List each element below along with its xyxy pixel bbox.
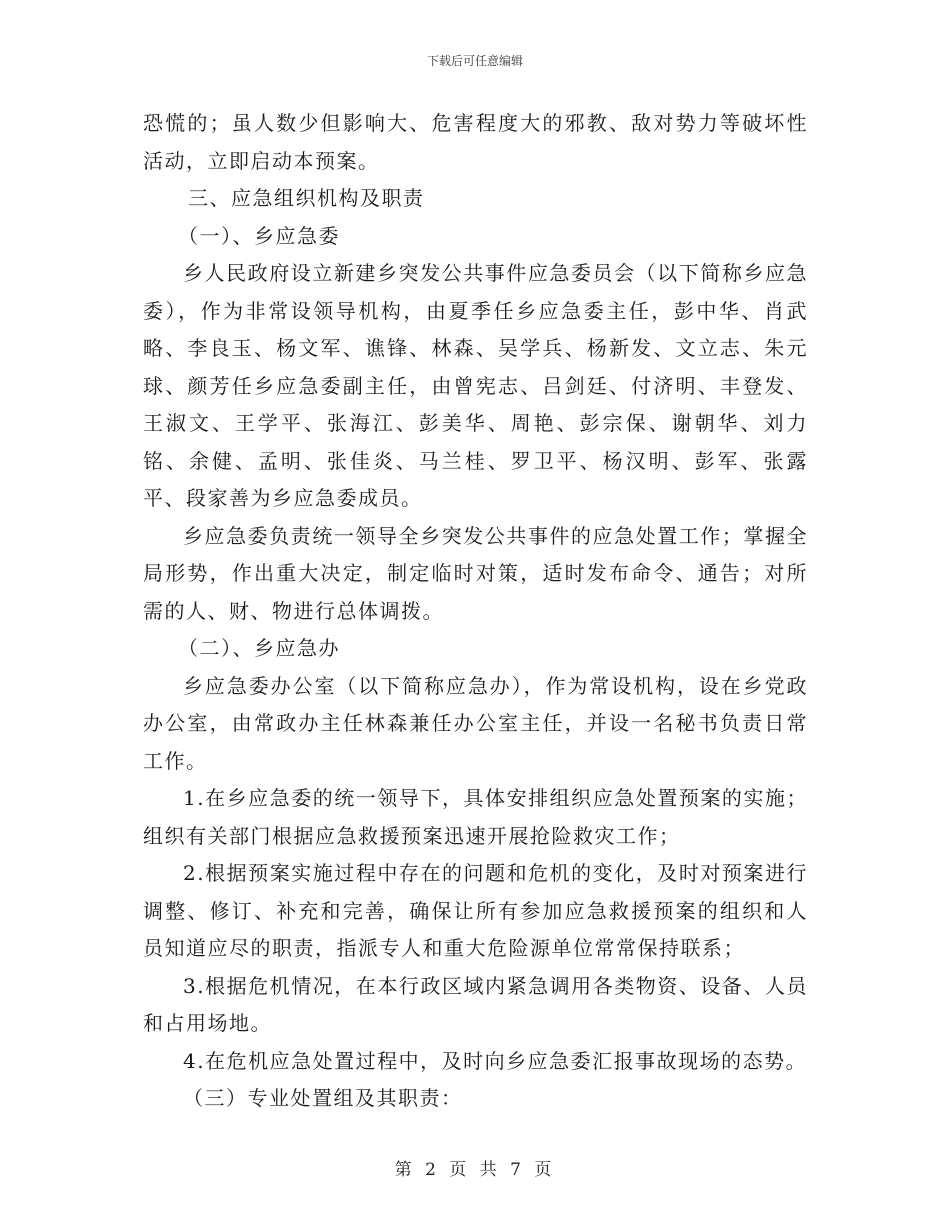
subsection-heading-2: （二）、乡应急办: [178, 636, 340, 660]
paragraph-intro: 恐慌的；虽人数少但影响大、危害程度大的邪教、敌对势力等破坏性活动，立即启动本预案。: [143, 111, 808, 173]
paragraph-committee-duties: 乡应急委负责统一领导全乡突发公共事件的应急处置工作；掌握全局形势，作出重大决定，制定临时对策，适时发布命令、通告；对所需的人、财、物进行总体调拨。: [143, 523, 808, 623]
subsection-heading-1: （一）、乡应急委: [178, 223, 340, 248]
page-number-footer: 第 2 页 共 7 页: [394, 1160, 556, 1180]
subsection-heading-3: （三）专业处置组及其职责：: [183, 1086, 463, 1110]
list-item-4: 4.在危机应急处置过程中，及时向乡应急委汇报事故现场的态势。: [183, 1048, 808, 1073]
section-heading: 三、应急组织机构及职责: [188, 186, 425, 210]
list-item-1: 1.在乡应急委的统一领导下，具体安排组织应急处置预案的实施；组织有关部门根据应急救援预案迅速开展抢险救灾工作；: [143, 786, 808, 848]
paragraph-committee-members: 乡人民政府设立新建乡突发公共事件应急委员会（以下简称乡应急委），作为非常设领导机构，由夏季任乡应急委主任，彭中华、肖武略、李良玉、杨文军、谯锋、林森、吴学兵、杨新发、文立志、朱元球、颜芳任乡应急委副主任，由曾宪志、吕剑廷、付济明、丰登发、王淑文、王学平、张海江、彭美华、周艳、彭宗保、谢朝华、刘力铭、余健、孟明、张佳炎、马兰桂、罗卫平、杨汉明、彭军、张露平、段家善为乡应急委成员。: [143, 261, 808, 510]
page-header: 下载后可任意编辑: [426, 54, 523, 68]
list-item-2: 2.根据预案实施过程中存在的问题和危机的变化，及时对预案进行调整、修订、补充和完善，确保让所有参加应急救援预案的组织和人员知道应尽的职责，指派专人和重大危险源单位常常保持联系；: [143, 861, 808, 960]
document-body: [143, 105, 808, 1118]
paragraph-office: 乡应急委办公室（以下简称应急办），作为常设机构，设在乡党政办公室，由常政办主任林森兼任办公室主任，并设一名秘书负责日常工作。: [143, 673, 808, 773]
list-item-3: 3.根据危机情况，在本行政区域内紧急调用各类物资、设备、人员和占用场地。: [143, 973, 808, 1035]
